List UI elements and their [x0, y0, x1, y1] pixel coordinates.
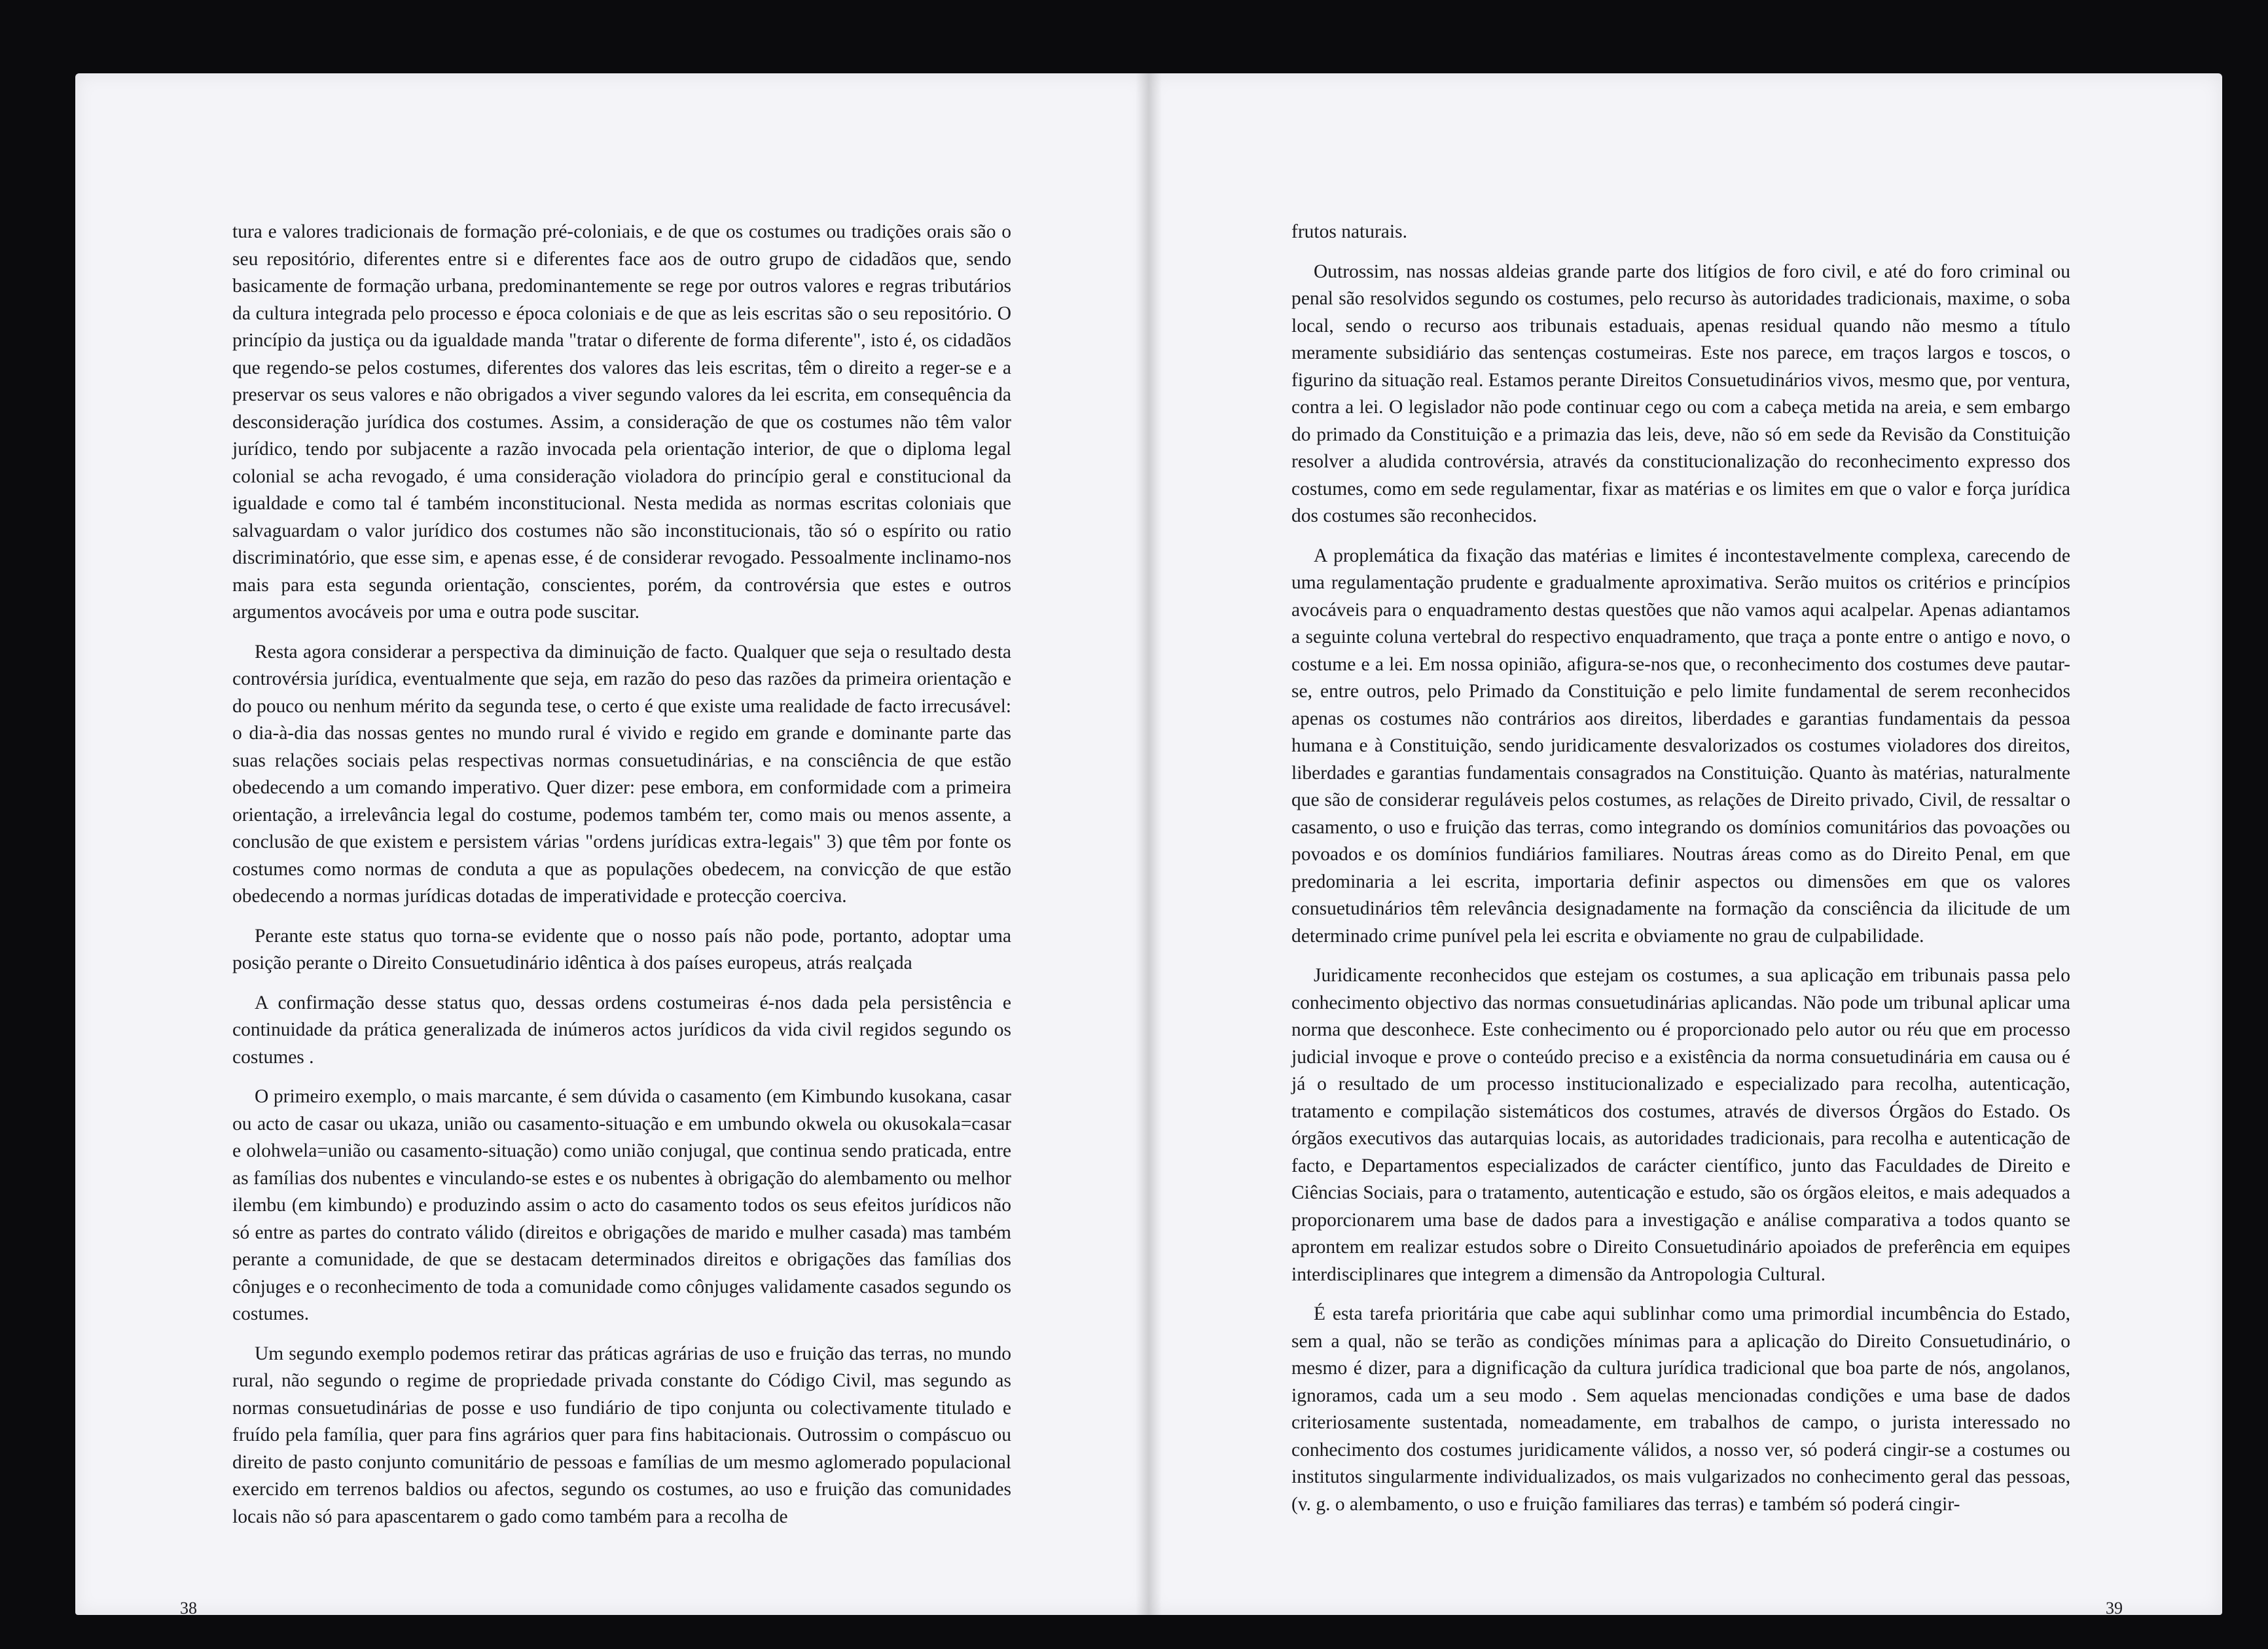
page-number-right: 39: [2106, 1599, 2123, 1618]
left-page: [75, 73, 1149, 1618]
paragraph: Outrossim, nas nossas aldeias grande parte dos litígios de foro civil, e até do foro criminal ou penal são resolvidos segundo os costumes, pelo recurso às autoridades tradicionais, maxime, o soba local, sendo o recurso aos tribunais estaduais, apenas residual quando não mesmo a título meramente subsidiário das sentenças costumeiras. Este nos parece, em traços largos e toscos, o figurino da situação real. Estamos perante Direitos Consuetudinários vivos, mesmo que, por ventura, contra a lei. O legislador não pode continuar cego ou com a cabeça metida na areia, e sem embargo do primado da Constituição e a primazia das leis, deve, não só em sede da Revisão da Constituição resolver a aludida controvérsia, através da constitucionalização do reconhecimento expresso dos costumes, como em sede regulamentar, fixar as matérias e os limites em que o valor e força jurídica dos costumes são reconhecidos.: [1291, 261, 2070, 526]
paragraph: Resta agora considerar a perspectiva da diminuição de facto. Qualquer que seja o resultado desta controvérsia jurídica, eventualmente que seja, em razão do peso das razões da primeira orientação e do pouco ou nenhum mérito da segunda tese, o certo é que existe uma realidade de facto irrecusável: o dia-à-dia das nossas gentes no mundo rural é vivido e regido em grande e dominante parte das suas relações sociais pelas respectivas normas consuetudinárias, e na consciência de que estão obedecendo a um comando imperativo. Quer dizer: pese embora, em conformidade com a primeira orientação, a irrelevância legal do costume, podemos também ter, como mais ou menos assente, a conclusão de que existem e persistem várias "ordens jurídicas extra-legais" 3) que têm por fonte os costumes como normas de conduta a que as populações obedecem, na convicção de que estão obedecendo a normas jurídicas dotadas de imperatividade e protecção coerciva.: [232, 641, 1011, 907]
right-page: [1149, 73, 2222, 1618]
paragraph: frutos naturais.: [1291, 221, 1407, 242]
right-page-text-column: [1291, 219, 2070, 1531]
paragraph: tura e valores tradicionais de formação pré-coloniais, e de que os costumes ou tradições orais são o seu repositório, diferentes entre si e diferentes face aos de outro grupo de cidadãos que, sendo basicamente de formação urbana, predominantemente se rege por outros valores e regras tributários da cultura integrada pelo processo e época coloniais e de que as leis escritas são o seu repositório. O princípio da justiça ou da igualdade manda "tratar o diferente de forma diferente", isto é, os cidadãos que regendo-se pelos costumes, diferentes dos valores das leis escritas, têm o direito a reger-se e a preservar os seus valores e não obrigados a viver segundo valores da lei escrita, em consequência da desconsideração jurídica dos costumes. Assim, a consideração de que os costumes não têm valor jurídico, tendo por subjacente a razão invocada pela orientação interior, de que o diploma legal colonial se acha revogado, é uma consideração violadora do princípio geral e constitucional da igualdade e como tal é também inconstitucional. Nesta medida as normas escritas coloniais que salvaguardam o valor jurídico dos costumes não são inconstitucionais, tão só o espírito ou ratio discriminatório, que esse sim, e apenas esse, é de considerar revogado. Pessoalmente inclinamo-nos mais para esta segunda orientação, conscientes, porém, da controvérsia que estes e outros argumentos avocáveis por uma e outra pode suscitar.: [232, 221, 1011, 623]
book-gutter: [1136, 73, 1162, 1615]
paragraph: O primeiro exemplo, o mais marcante, é sem dúvida o casamento (em Kimbundo kusokana, casar ou acto de casar ou ukaza, união ou casamento-situação e em umbundo okwela ou okusokala=casar e olohwela=união ou casamento-situação) como união conjugal, que continua sendo praticada, entre as famílias dos nubentes e vinculando-se estes e os nubentes à obrigação do alembamento ou melhor ilembu (em kimbundo) e produzindo assim o acto do casamento todos os seus efeitos jurídicos não só entre as partes do contrato válido (direitos e obrigações de marido e mulher casada) mas também perante a comunidade, de que se destacam determinados direitos e obrigações das famílias dos cônjuges e o reconhecimento de toda a comunidade como cônjuges validamente casados segundo os costumes.: [232, 1086, 1011, 1324]
paragraph: Perante este status quo torna-se evidente que o nosso país não pode, portanto, adoptar uma posição perante o Direito Consuetudinário idêntica à dos países europeus, atrás realçada: [232, 925, 1011, 973]
paragraph: A proplemática da fixação das matérias e limites é incontestavelmente complexa, carecendo de uma regulamentação prudente e gradualmente aproximativa. Serão muitos os critérios e princípios avocáveis para o enquadramento destas questões que não vamos aqui acalpelar. Apenas adiantamos a seguinte coluna vertebral do respectivo enquadramento, que traça a ponte entre o antigo e novo, o costume e a lei. Em nossa opinião, afigura-se-nos que, o reconhecimento dos costumes deve pautar-se, entre outros, pelo Primado da Constituição e pelo limite fundamental de serem reconhecidos apenas os costumes não contrários aos direitos, liberdades e garantias fundamentais da pessoa humana e à Constituição, sendo juridicamente desvalorizados os costumes violadores dos direitos, liberdades e garantias fundamentais consagrados na Constituição. Quanto às matérias, naturalmente que são de considerar reguláveis pelos costumes, as relações de Direito privado, Civil, de ressaltar o casamento, o uso e fruição das terras, como integrando os domínios comunitários das povoações ou povoados e os domínios fundiários familiares. Noutras áreas como as do Direito Penal, em que predominaria a lei escrita, importaria definir aspectos ou dimensões em que os valores consuetudinários têm relevância designadamente na formação da consciência da ilicitude de um determinado crime punível pela lei escrita e obviamente no grau de culpabilidade.: [1291, 545, 2070, 947]
left-page-text-column: [232, 219, 1011, 1543]
paragraph: É esta tarefa prioritária que cabe aqui sublinhar como uma primordial incumbência do Estado, sem a qual, não se terão as condições mínimas para a aplicação do Direito Consuetudinário, o mesmo é dizer, para a dignificação da cultura jurídica tradicional que boa parte de nós, angolanos, ignoramos, cada um a seu modo . Sem aquelas mencionadas condições e uma base de dados criteriosamente sustentada, nomeadamente, em trabalhos de campo, o jurista interessado no conhecimento dos costumes juridicamente válidos, a nosso ver, só poderá cingir-se a costumes ou institutos singularmente individualizados, os mais vulgarizados no conhecimento geral das pessoas, (v. g. o alembamento, o uso e fruição familiares das terras) e também só poderá cingir-: [1291, 1303, 2070, 1515]
paragraph: A confirmação desse status quo, dessas ordens costumeiras é-nos dada pela persistência e continuidade da prática generalizada de inúmeros actos jurídicos da vida civil regidos segundo os costumes .: [232, 992, 1011, 1068]
paragraph: Um segundo exemplo podemos retirar das práticas agrárias de uso e fruição das terras, no mundo rural, não segundo o regime de propriedade privada constante do Código Civil, mas segundo as normas consuetudinárias de posse e uso fundiário de tipo conjunta ou colectivamente titulado e fruído pela família, quer para fins agrários quer para fins habitacionais. Outrossim o compáscuo ou direito de pasto conjunto comunitário de pessoas e famílias de um mesmo aglomerado populacional exercido em terrenos baldios ou afectos, segundo os costumes, ao uso e fruição das comunidades locais não só para apascentarem o gado como também para a recolha de: [232, 1343, 1011, 1527]
page-number-left: 38: [180, 1599, 197, 1618]
paragraph: Juridicamente reconhecidos que estejam os costumes, a sua aplicação em tribunais passa pelo conhecimento objectivo das normas consuetudinárias aplicandas. Não pode um tribunal aplicar uma norma que desconhece. Este conhecimento ou é proporcionado pelo autor ou réu que em processo judicial invoque e prove o conteúdo preciso e a existência da norma consuetudinária em causa ou é já o resultado de um processo institucionalizado e especializado para recolha, autenticação, tratamento e compilação sistemáticos dos costumes, através de diversos Órgãos do Estado. Os órgãos executivos das autarquias locais, as autoridades tradicionais, para recolha e autenticação de facto, e Departamentos especializados de carácter científico, junto das Faculdades de Direito e Ciências Sociais, para o tratamento, autenticação e estudo, são os órgãos eleitos, e mais adequados a proporcionarem uma base de dados para a investigação e análise comparativa a todos quanto se aprontem em realizar estudos sobre o Direito Consuetudinário apoiados de preferência em equipes interdisciplinares que integrem a dimensão da Antropologia Cultural.: [1291, 965, 2070, 1285]
